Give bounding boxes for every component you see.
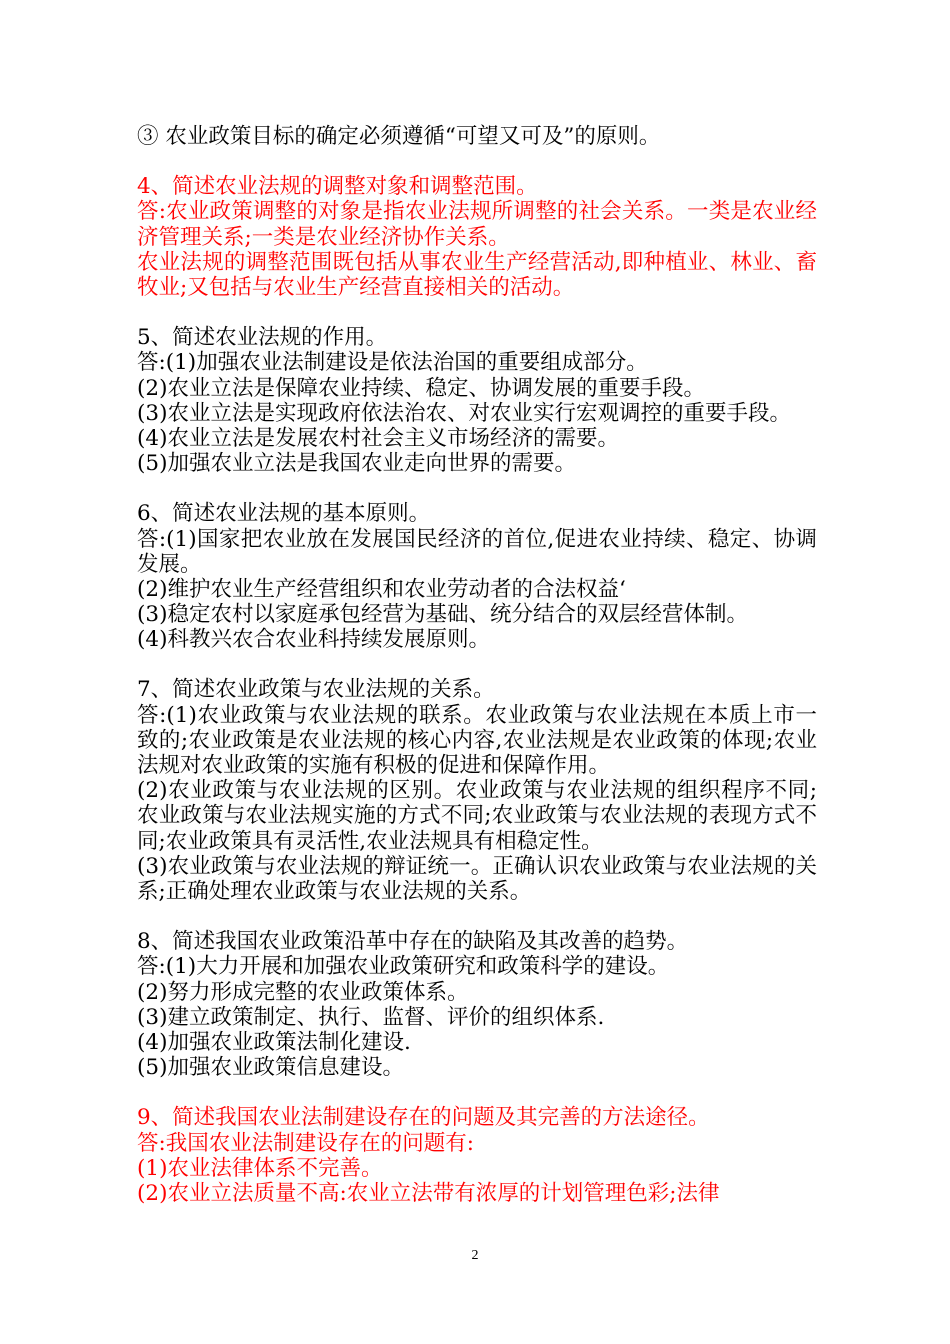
q6-answer-3: (3)稳定农村以家庭承包经营为基础、统分结合的双层经营体制。 (137, 602, 748, 628)
q5-answer-2: (2)农业立法是保障农业持续、稳定、协调发展的重要手段。 (137, 375, 705, 401)
q4-question: 4、简述农业法规的调整对象和调整范围。 (137, 174, 538, 200)
q5-answer-4: (4)农业立法是发展农村社会主义市场经济的需要。 (137, 425, 619, 451)
q8-answer-1: 答:(1)大力开展和加强农业政策研究和政策科学的建设。 (137, 954, 670, 980)
q9-answer-1: (1)农业法律体系不完善。 (137, 1155, 383, 1181)
q6-question: 6、简述农业法规的基本原则。 (137, 501, 431, 527)
q9-answer-2: (2)农业立法质量不高:农业立法带有浓厚的计划管理色彩;法律 (137, 1180, 720, 1206)
intro-line: ③ 农业政策目标的确定必须遵循“可望又可及”的原则。 (137, 124, 661, 149)
q8-answer-5: (5)加强农业政策信息建设。 (137, 1055, 404, 1081)
q8-answer-2: (2)努力形成完整的农业政策体系。 (137, 979, 469, 1005)
q8-question: 8、简述我国农业政策沿革中存在的缺陷及其改善的趋势。 (137, 929, 689, 955)
q5-answer-3: (3)农业立法是实现政府依法治农、对农业实行宏观调控的重要手段。 (137, 400, 791, 426)
q8-answer-3: (3)建立政策制定、执行、监督、评价的组织体系. (137, 1004, 605, 1030)
q7-question: 7、简述农业政策与农业法规的关系。 (137, 677, 495, 703)
spacer (137, 476, 817, 501)
spacer (137, 300, 817, 325)
document-body (137, 124, 817, 1206)
q7-answer-2: (2)农业政策与农业法规的区别。农业政策与农业法规的组织程序不同;农业政策与农业法规实施的方式不同;农业政策与农业法规的表现方式不同;农业政策具有灵活性,农业法规具有相稳定性。 (137, 778, 817, 854)
q5-answer-5: (5)加强农业立法是我国农业走向世界的需要。 (137, 451, 576, 477)
spacer (137, 1080, 817, 1105)
q8-answer-4: (4)加强农业政策法制化建设. (137, 1030, 411, 1056)
spacer (137, 652, 817, 677)
q4-answer-2: 农业法规的调整范围既包括从事农业生产经营活动,即种植业、林业、畜牧业;又包括与农业生产经营直接相关的活动。 (137, 249, 817, 300)
q9-question: 9、简述我国农业法制建设存在的问题及其完善的方法途径。 (137, 1105, 710, 1131)
q5-question: 5、简述农业法规的作用。 (137, 325, 388, 351)
q9-answer-intro: 答:我国农业法制建设存在的问题有: (137, 1130, 474, 1156)
q6-answer-4: (4)科教兴农合农业科持续发展原则。 (137, 627, 490, 653)
q6-answer-2: (2)维护农业生产经营组织和农业劳动者的合法权益‘ (137, 576, 626, 602)
page-number: 2 (471, 1248, 479, 1263)
q5-answer-1: 答:(1)加强农业法制建设是依法治国的重要组成部分。 (137, 350, 648, 376)
q7-answer-1: 答:(1)农业政策与农业法规的联系。农业政策与农业法规在本质上市一致的;农业政策是农业法规的核心内容,农业法规是农业政策的体现;农业法规对农业政策的实施有积极的促进和保障作用。 (137, 702, 817, 779)
q7-answer-3: (3)农业政策与农业法规的辩证统一。正确认识农业政策与农业法规的关系;正确处理农业政策与农业法规的关系。 (137, 853, 817, 905)
q6-answer-1: 答:(1)国家把农业放在发展国民经济的首位,促进农业持续、稳定、协调发展。 (137, 526, 817, 577)
spacer (137, 904, 817, 929)
q4-answer-1: 答:农业政策调整的对象是指农业法规所调整的社会关系。一类是农业经济管理关系;一类是农业经济协作关系。 (137, 199, 817, 250)
spacer (137, 149, 817, 174)
